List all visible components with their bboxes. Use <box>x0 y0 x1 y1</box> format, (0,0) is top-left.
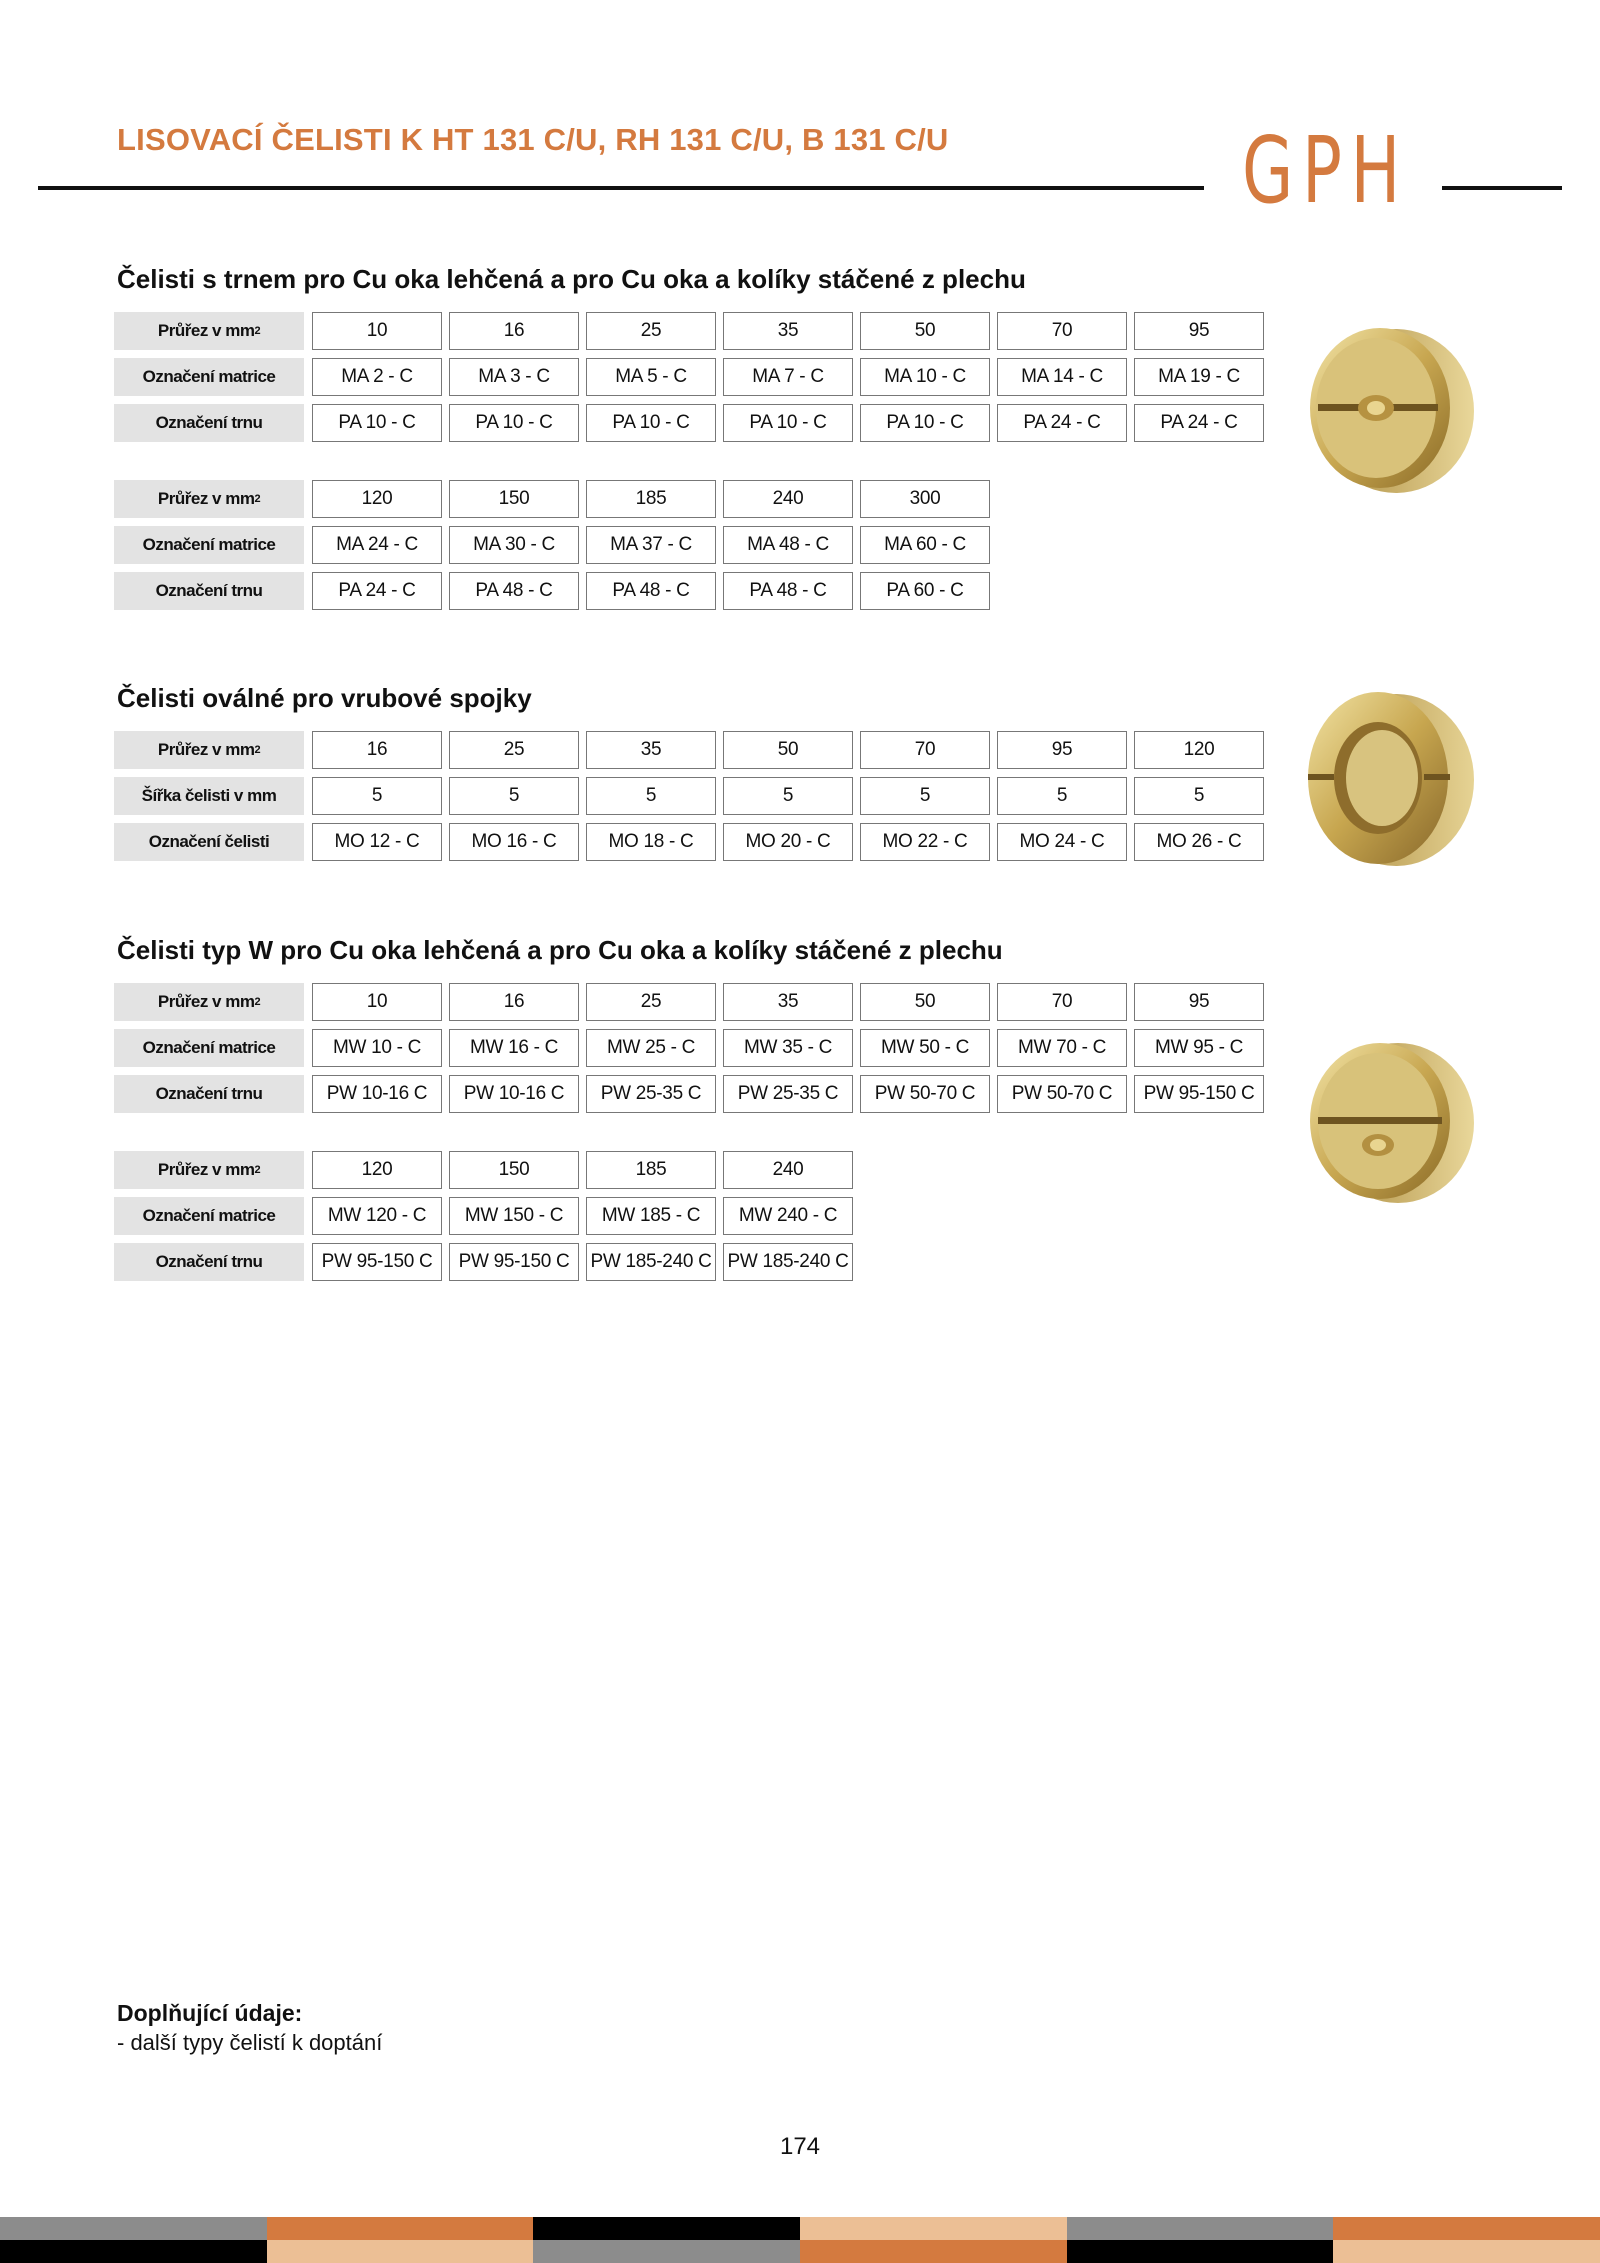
row-label: Označení matrice <box>114 1029 304 1067</box>
table-cell: PA 10 - C <box>586 404 716 442</box>
header-rule-right <box>1442 186 1562 190</box>
table-cell: 35 <box>723 312 853 350</box>
section-heading: Čelisti s trnem pro Cu oka lehčená a pro Cu oka a kolíky stáčené z plechu <box>117 264 1026 294</box>
table-cell: PW 185-240 C <box>586 1243 716 1281</box>
table-cell: MW 185 - C <box>586 1197 716 1235</box>
brand-logo: GPH <box>1242 117 1410 224</box>
table-cell: MO 24 - C <box>997 823 1127 861</box>
table-cell: 10 <box>312 312 442 350</box>
table-cell: 5 <box>449 777 579 815</box>
footer-stripe-segment <box>267 2217 534 2240</box>
table-cell: 185 <box>586 1151 716 1189</box>
table-cell: 95 <box>1134 312 1264 350</box>
table-cell: 16 <box>449 312 579 350</box>
table-cell: PW 50-70 C <box>860 1075 990 1113</box>
table-cell: MW 16 - C <box>449 1029 579 1067</box>
table-cell: MA 48 - C <box>723 526 853 564</box>
table-cell: 5 <box>860 777 990 815</box>
row-label: Průřez v mm 2 <box>114 312 304 350</box>
footer-stripe-segment <box>800 2240 1067 2263</box>
row-label: Označení čelisti <box>114 823 304 861</box>
footer-stripe-segment <box>800 2217 1067 2240</box>
row-label: Průřez v mm 2 <box>114 1151 304 1189</box>
row-label: Šířka čelisti v mm <box>114 777 304 815</box>
table-cell: PA 10 - C <box>723 404 853 442</box>
table-cell: 5 <box>586 777 716 815</box>
table-cell: 50 <box>860 312 990 350</box>
table-cell: PA 60 - C <box>860 572 990 610</box>
table-cell: MO 22 - C <box>860 823 990 861</box>
footer-stripe-segment <box>1333 2240 1600 2263</box>
table-cell: 50 <box>860 983 990 1021</box>
oval-die-photo <box>1296 684 1482 874</box>
table-cell: MO 16 - C <box>449 823 579 861</box>
table-cell: MW 240 - C <box>723 1197 853 1235</box>
footer-stripe-segment <box>267 2240 534 2263</box>
row-label: Průřez v mm 2 <box>114 983 304 1021</box>
table-cell: 5 <box>312 777 442 815</box>
notes-title: Doplňující údaje: <box>117 2000 303 2026</box>
table-cell: MO 20 - C <box>723 823 853 861</box>
row-label: Označení trnu <box>114 572 304 610</box>
table-cell: MW 95 - C <box>1134 1029 1264 1067</box>
table-cell: 150 <box>449 480 579 518</box>
row-label: Označení trnu <box>114 1075 304 1113</box>
table-cell: 120 <box>1134 731 1264 769</box>
footer-stripe-segment <box>0 2217 267 2240</box>
table-cell: 5 <box>723 777 853 815</box>
table-cell: 120 <box>312 1151 442 1189</box>
footer-stripe-segment <box>533 2240 800 2263</box>
table-cell: 300 <box>860 480 990 518</box>
page-number: 174 <box>779 2133 821 2160</box>
row-label: Označení trnu <box>114 404 304 442</box>
table-cell: 25 <box>449 731 579 769</box>
table-cell: PA 48 - C <box>449 572 579 610</box>
table-cell: PA 48 - C <box>586 572 716 610</box>
table-cell: PA 24 - C <box>997 404 1127 442</box>
table-cell: 35 <box>723 983 853 1021</box>
table-cell: PW 185-240 C <box>723 1243 853 1281</box>
table-cell: PA 10 - C <box>312 404 442 442</box>
table-cell: 70 <box>860 731 990 769</box>
table-cell: 70 <box>997 983 1127 1021</box>
table-cell: MA 60 - C <box>860 526 990 564</box>
header-rule <box>38 186 1204 190</box>
w-type-die-photo <box>1296 1033 1482 1213</box>
table-cell: 5 <box>1134 777 1264 815</box>
table-cell: 5 <box>997 777 1127 815</box>
table-cell: PA 24 - C <box>312 572 442 610</box>
table-cell: PW 10-16 C <box>449 1075 579 1113</box>
table-cell: MA 2 - C <box>312 358 442 396</box>
table-cell: 95 <box>1134 983 1264 1021</box>
table-cell: MO 18 - C <box>586 823 716 861</box>
table-cell: MA 14 - C <box>997 358 1127 396</box>
table-cell: 16 <box>449 983 579 1021</box>
table-cell: PW 95-150 C <box>1134 1075 1264 1113</box>
row-label: Průřez v mm 2 <box>114 731 304 769</box>
section-heading: Čelisti oválné pro vrubové spojky <box>117 683 532 713</box>
table-cell: MA 30 - C <box>449 526 579 564</box>
table-cell: PA 10 - C <box>860 404 990 442</box>
table-cell: MW 50 - C <box>860 1029 990 1067</box>
table-cell: MA 3 - C <box>449 358 579 396</box>
table-cell: PA 48 - C <box>723 572 853 610</box>
table-cell: MW 120 - C <box>312 1197 442 1235</box>
footer-stripe-segment <box>1333 2217 1600 2240</box>
table-cell: MW 35 - C <box>723 1029 853 1067</box>
table-cell: 120 <box>312 480 442 518</box>
table-cell: 240 <box>723 1151 853 1189</box>
table-cell: PW 25-35 C <box>723 1075 853 1113</box>
notes-text: - další typy čelistí k doptání <box>117 2030 383 2055</box>
table-cell: MA 24 - C <box>312 526 442 564</box>
table-cell: MW 10 - C <box>312 1029 442 1067</box>
table-cell: MA 10 - C <box>860 358 990 396</box>
table-cell: PA 10 - C <box>449 404 579 442</box>
table-cell: 35 <box>586 731 716 769</box>
table-cell: 70 <box>997 312 1127 350</box>
table-cell: MA 5 - C <box>586 358 716 396</box>
table-cell: 16 <box>312 731 442 769</box>
table-cell: MO 26 - C <box>1134 823 1264 861</box>
row-label: Označení trnu <box>114 1243 304 1281</box>
row-label: Průřez v mm 2 <box>114 480 304 518</box>
table-cell: PW 50-70 C <box>997 1075 1127 1113</box>
crimping-die-photo <box>1296 316 1482 502</box>
table-cell: 150 <box>449 1151 579 1189</box>
footer-stripe-segment <box>1067 2217 1334 2240</box>
table-cell: MA 7 - C <box>723 358 853 396</box>
table-cell: PW 10-16 C <box>312 1075 442 1113</box>
table-cell: PA 24 - C <box>1134 404 1264 442</box>
table-cell: MW 150 - C <box>449 1197 579 1235</box>
footer-stripe-segment <box>1067 2240 1334 2263</box>
section-heading: Čelisti typ W pro Cu oka lehčená a pro Cu oka a kolíky stáčené z plechu <box>117 935 1003 965</box>
row-label: Označení matrice <box>114 358 304 396</box>
table-cell: MA 37 - C <box>586 526 716 564</box>
table-cell: 240 <box>723 480 853 518</box>
page-title: LISOVACÍ ČELISTI K HT 131 C/U, RH 131 C/U, B 131 C/U <box>117 122 949 157</box>
table-cell: MW 25 - C <box>586 1029 716 1067</box>
row-label: Označení matrice <box>114 1197 304 1235</box>
table-cell: 185 <box>586 480 716 518</box>
table-cell: PW 25-35 C <box>586 1075 716 1113</box>
row-label: Označení matrice <box>114 526 304 564</box>
table-cell: MO 12 - C <box>312 823 442 861</box>
table-cell: 25 <box>586 312 716 350</box>
table-cell: PW 95-150 C <box>449 1243 579 1281</box>
table-cell: PW 95-150 C <box>312 1243 442 1281</box>
table-cell: 95 <box>997 731 1127 769</box>
footer-stripe-segment <box>0 2240 267 2263</box>
table-cell: MA 19 - C <box>1134 358 1264 396</box>
footer-stripe-segment <box>533 2217 800 2240</box>
table-cell: 10 <box>312 983 442 1021</box>
table-cell: 50 <box>723 731 853 769</box>
table-cell: 25 <box>586 983 716 1021</box>
table-cell: MW 70 - C <box>997 1029 1127 1067</box>
